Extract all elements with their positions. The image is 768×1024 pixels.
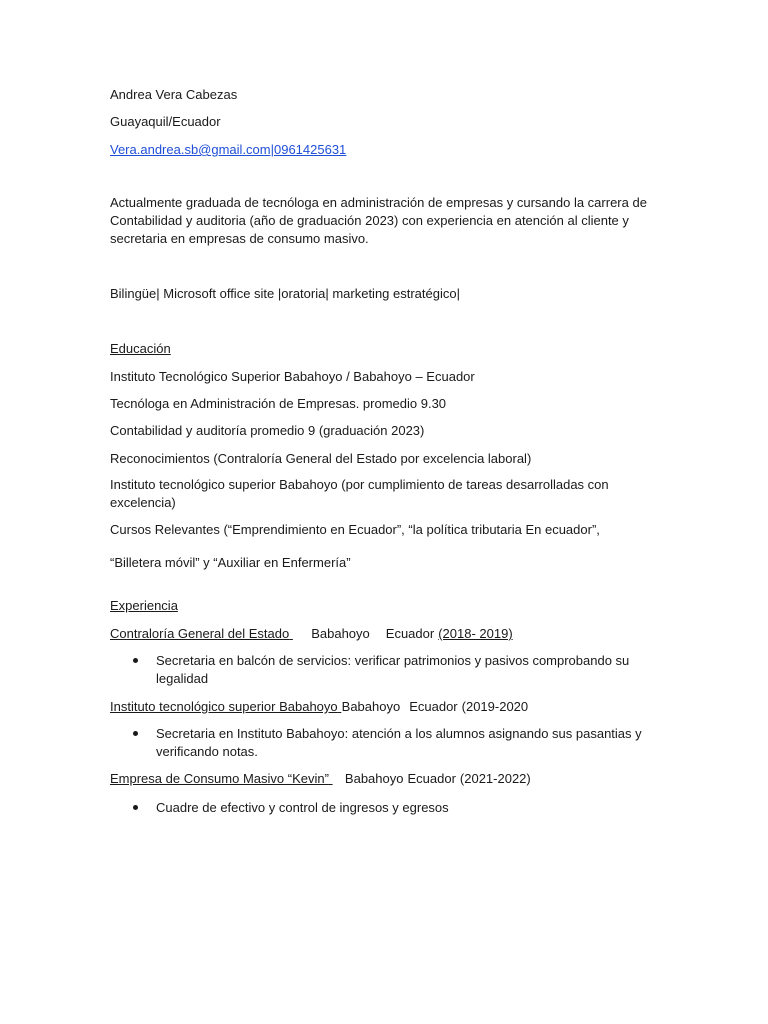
bullet-icon <box>133 658 138 663</box>
education-line: Tecnóloga en Administración de Empresas. promedio 9.30 <box>110 396 447 411</box>
job-duty: Secretaria en Instituto Babahoyo: atención a los alumnos asignando sus pasantias y verificando notas. <box>156 726 642 759</box>
education-line: Contabilidad y auditoría promedio 9 (graduación 2023) <box>110 423 425 438</box>
contact-link[interactable]: Vera.andrea.sb@gmail.com|0961425631 <box>110 142 347 157</box>
education-heading: Educación <box>110 341 171 356</box>
job-header <box>110 698 528 715</box>
bullet-icon <box>133 731 138 736</box>
job-duty: Secretaria en balcón de servicios: verificar patrimonios y pasivos comprobando su legalidad <box>156 653 630 686</box>
job-duty: Cuadre de efectivo y control de ingresos y egresos <box>156 800 449 815</box>
job-city: Babahoyo <box>311 626 370 641</box>
education-line: Instituto Tecnológico Superior Babahoyo / Babahoyo – Ecuador <box>110 369 475 384</box>
job-org: Contraloría General del Estado <box>110 626 290 641</box>
education-line: Reconocimientos (Contraloría General del Estado por excelencia laboral) <box>110 451 532 466</box>
education-line: “Billetera móvil” y “Auxiliar en Enfermería” <box>110 555 351 570</box>
experience-heading: Experiencia <box>110 598 178 613</box>
job-city: Babahoyo <box>344 771 404 786</box>
skills-line: Bilingüe| Microsoft office site |oratoria| marketing estratégico| <box>110 286 460 301</box>
education-line: Cursos Relevantes (“Emprendimiento en Ecuador”, “la política tributaria En ecuador”, <box>110 522 600 537</box>
education-line: Instituto tecnológico superior Babahoyo (por cumplimiento de tareas desarrolladas con excelencia) <box>110 477 609 510</box>
job-country: Ecuador <box>409 699 458 714</box>
resume-page <box>110 0 670 1024</box>
job-org: Instituto tecnológico superior Babahoyo <box>110 699 338 714</box>
job-period: (2021-2022) <box>459 771 531 786</box>
job-country: Ecuador <box>407 771 456 786</box>
job-country: Ecuador <box>385 626 435 641</box>
candidate-name: Andrea Vera Cabezas <box>110 87 238 102</box>
bullet-icon <box>133 805 138 810</box>
job-period: (2019-2020 <box>461 699 529 714</box>
profile-summary: Actualmente graduada de tecnóloga en administración de empresas y cursando la carrera de Contabilidad y auditoria (año de graduación 2023) con experiencia en atención al cliente y secretaria en empresas de consumo masivo. <box>110 195 647 246</box>
job-header <box>110 625 513 642</box>
job-period: (2018- 2019) <box>438 626 513 641</box>
job-city: Babahoyo <box>341 699 401 714</box>
candidate-location: Guayaquil/Ecuador <box>110 114 221 129</box>
job-header <box>110 770 531 787</box>
job-org: Empresa de Consumo Masivo “Kevin” <box>110 771 329 786</box>
